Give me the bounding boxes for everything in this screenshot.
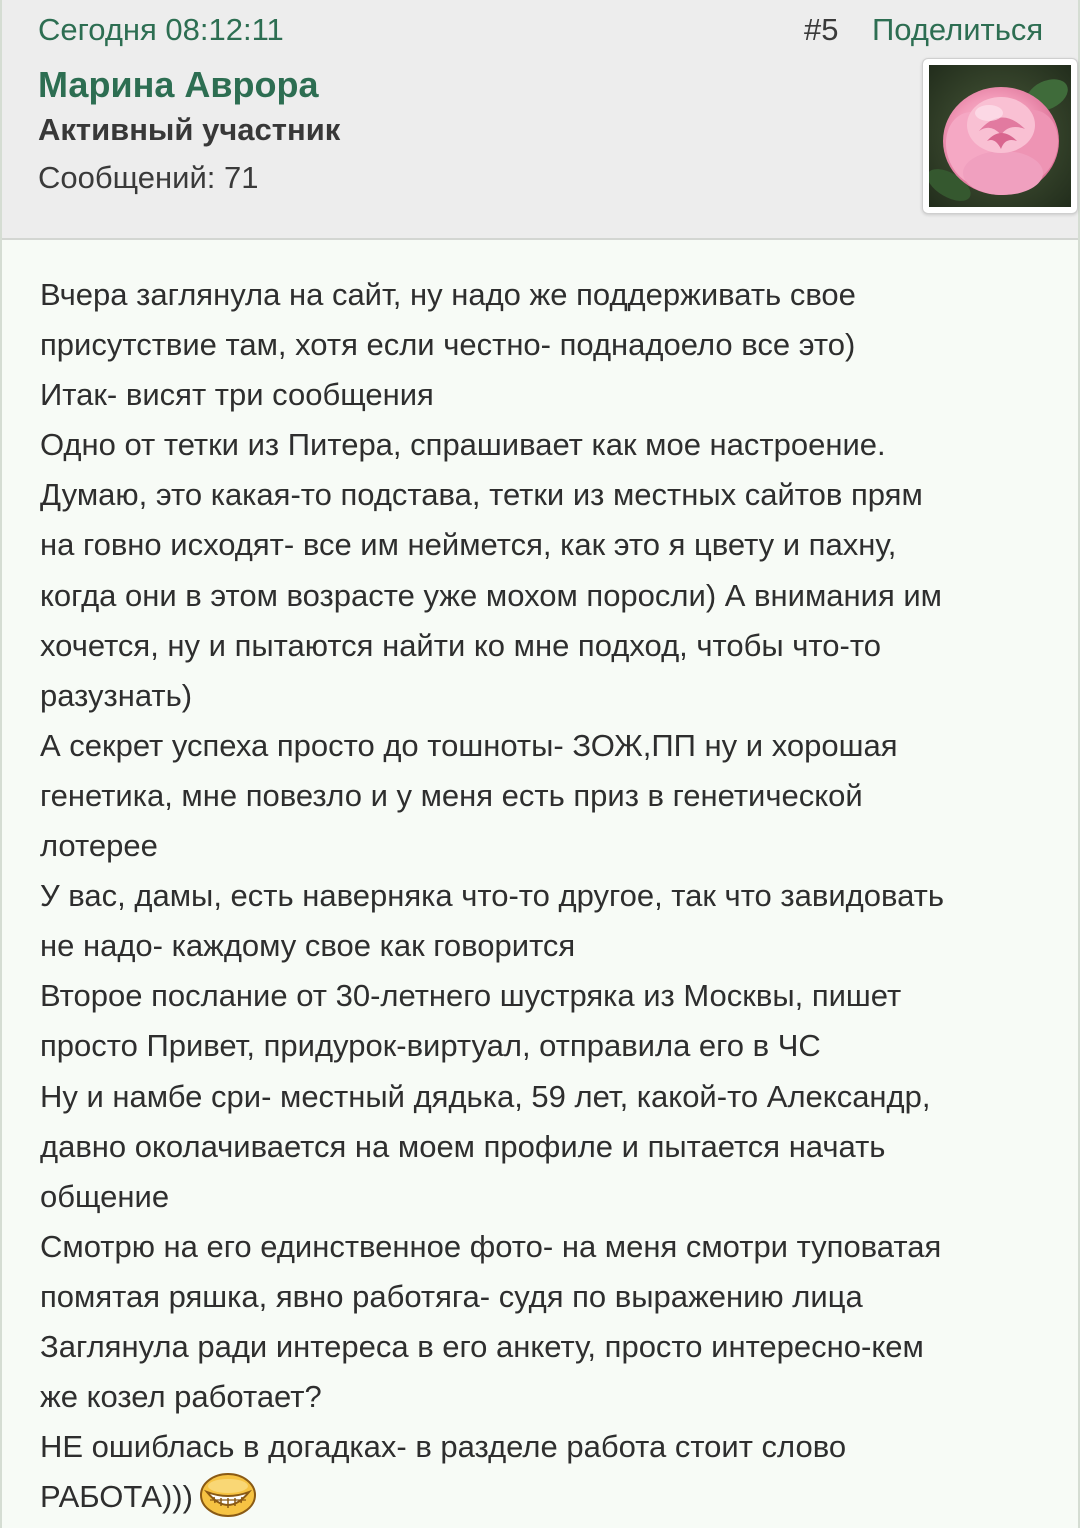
post-text-line: Итак- висят три сообщения [40,377,434,413]
post-timestamp: Сегодня 08:12:11 [38,12,284,47]
post-text-line: хочется, ну и пытаются найти ко мне подход, чтобы что-то [40,627,881,663]
post-text-line: общение [40,1178,170,1214]
post-text-line: не надо- каждому свое как говорится [40,928,576,964]
author-name-link[interactable]: Марина Аврора [38,64,319,105]
post-text-line: А секрет успеха просто до тошноты- ЗОЖ,ПП ну и хорошая [40,727,898,763]
post-text-line: давно околачивается на моем профиле и пытается начать [40,1128,886,1164]
post-text-line: Второе послание от 30-летнего шустряка из Москвы, пишет [40,978,902,1014]
post-text-line: Смотрю на его единственное фото- на меня смотри туповатая [40,1228,942,1264]
post-text-line: Одно от тетки из Питера, спрашивает как мое настроение. [40,427,886,463]
post-text-line: присутствие там, хотя если честно- поднадоело все это) [40,327,856,363]
share-link[interactable]: Поделиться [872,12,1044,47]
post-text-line: Заглянула ради интереса в его анкету, просто интересно-кем [40,1328,924,1364]
avatar[interactable] [922,58,1078,214]
post-number-link[interactable]: #5 [804,12,839,47]
post-text-line: лотерее [40,828,158,864]
post-header [2,0,1078,240]
post-text-line: когда они в этом возрасте уже мохом поросли) А внимания им [40,577,942,613]
post-text-line: Думаю, это какая-то подстава, тетки из местных сайтов прям [40,477,923,513]
post-text-line: Вчера заглянула на сайт, ну надо же поддерживать свое [40,277,856,312]
post-text-line: РАБОТА))) [40,1479,193,1515]
author-role: Активный участник [38,112,341,147]
post-text-line: генетика, мне повезло и у меня есть приз в генетической [40,777,863,813]
post-text-line: Ну и намбе сри- местный дядька, 59 лет, какой-то Александр, [40,1078,931,1114]
post-text-line: НЕ ошиблась в догадках- в разделе работа стоит слово [40,1429,847,1465]
post-text-line: У вас, дамы, есть наверняка что-то другое, так что завидовать [40,878,945,914]
post-text-line: просто Привет, придурок-виртуал, отправила его в ЧС [40,1028,821,1064]
post-text-line: на говно исходят- все им неймется, как это я цвету и пахну, [40,527,897,563]
pink-rose-avatar-icon [929,65,1071,207]
post-text-line: же козел работает? [40,1379,322,1415]
post-text-line: помятая ряшка, явно работяга- судя по выражению лица [40,1278,863,1314]
grinning-emoji-icon [199,1472,257,1518]
author-posts-count: Сообщений: 71 [38,160,259,195]
post-text-line: разузнать) [40,677,193,713]
post-text-line-last [40,1472,1050,1522]
post-body [40,270,1050,1522]
